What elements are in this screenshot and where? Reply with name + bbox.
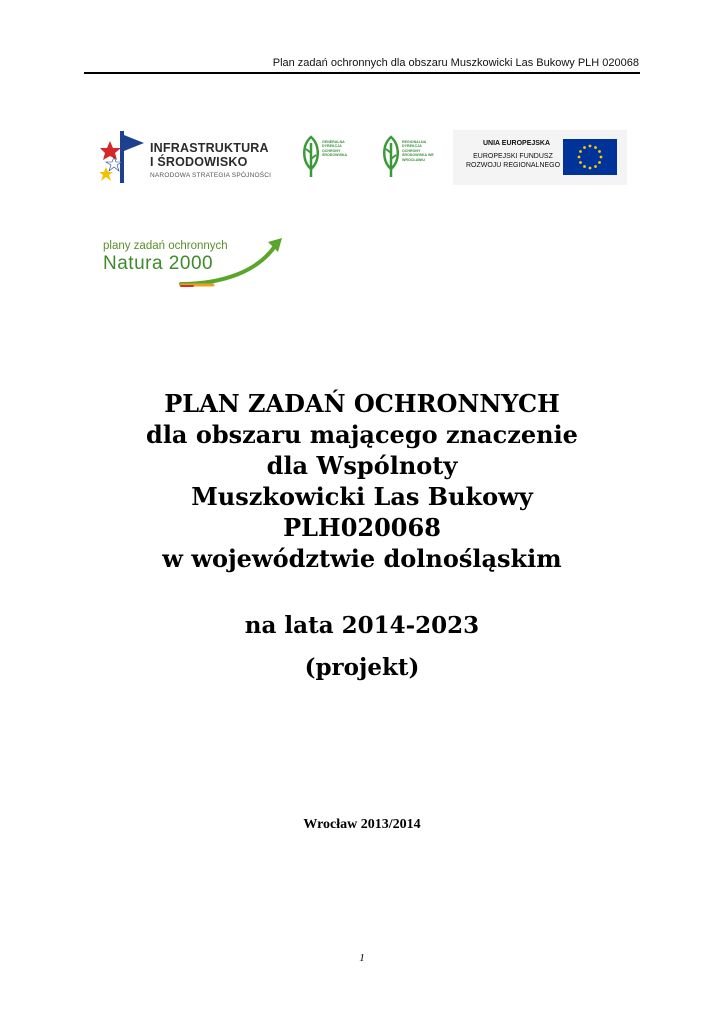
gdos-text: GENERALNA DYREKCJA OCHRONY ŚRODOWISKA bbox=[322, 140, 348, 158]
natura-2000-logo bbox=[103, 236, 283, 291]
eu-star-icon bbox=[598, 150, 601, 153]
eu-star-icon bbox=[594, 146, 597, 149]
eu-star-icon bbox=[594, 165, 597, 168]
eu-star-icon bbox=[583, 146, 586, 149]
infrastruktura-line1: INFRASTRUKTURA bbox=[150, 141, 269, 155]
green-arrow-icon bbox=[103, 236, 283, 291]
eu-star-icon bbox=[583, 165, 586, 168]
eu-star-icon bbox=[589, 145, 592, 148]
eu-subtitle-line1: EUROPEJSKI FUNDUSZ bbox=[473, 153, 553, 160]
header-rule bbox=[84, 72, 640, 74]
draft-status: (projekt) bbox=[304, 654, 420, 681]
eu-star-icon bbox=[589, 167, 592, 170]
title-line: PLH020068 bbox=[283, 513, 441, 542]
leaf-icon bbox=[300, 135, 322, 179]
eu-logo bbox=[453, 130, 627, 185]
eu-star-icon bbox=[598, 161, 601, 164]
eu-flag-icon bbox=[563, 139, 617, 175]
eu-subtitle bbox=[461, 152, 565, 170]
infrastruktura-title bbox=[150, 141, 269, 169]
infrastruktura-line2: I ŚRODOWISKO bbox=[150, 155, 248, 169]
plan-period: na lata 2014-2023 bbox=[244, 612, 480, 639]
infrastruktura-subtitle: NARODOWA STRATEGIA SPÓJNOŚCI bbox=[150, 172, 272, 179]
eu-subtitle-line2: ROZWOJU REGIONALNEGO bbox=[465, 162, 561, 169]
leaf-icon bbox=[380, 135, 402, 179]
natura-tagline: plany zadań ochronnych bbox=[103, 240, 228, 252]
eu-title: UNIA EUROPEJSKA bbox=[483, 140, 551, 147]
gdos-logo bbox=[300, 135, 360, 181]
title-line: PLAN ZADAŃ OCHRONNYCH bbox=[164, 389, 560, 418]
title-line: Muszkowicki Las Bukowy bbox=[191, 482, 533, 511]
natura-name: Natura 2000 bbox=[103, 253, 214, 274]
running-header: Plan zadań ochronnych dla obszaru Muszkowicki Las Bukowy PLH 020068 bbox=[272, 57, 639, 69]
eu-star-icon bbox=[579, 161, 582, 164]
eu-star-icon bbox=[600, 156, 603, 159]
title-line: w województwie dolnośląskim bbox=[162, 544, 562, 573]
infrastruktura-logo bbox=[100, 127, 300, 187]
page-number: 1 bbox=[359, 952, 365, 964]
place-date: Wrocław 2013/2014 bbox=[303, 817, 421, 832]
eu-star-icon bbox=[578, 156, 581, 159]
title-line: dla obszaru mającego znaczenie bbox=[146, 420, 578, 449]
rdos-logo bbox=[380, 135, 440, 181]
infrastruktura-emblem-icon bbox=[100, 127, 146, 187]
document-title bbox=[62, 388, 662, 574]
title-line: dla Wspólnoty bbox=[266, 451, 458, 480]
rdos-text: REGIONALNA DYREKCJA OCHRONY ŚRODOWISKA WE WROCŁAWIU bbox=[402, 140, 434, 162]
eu-star-icon bbox=[579, 150, 582, 153]
